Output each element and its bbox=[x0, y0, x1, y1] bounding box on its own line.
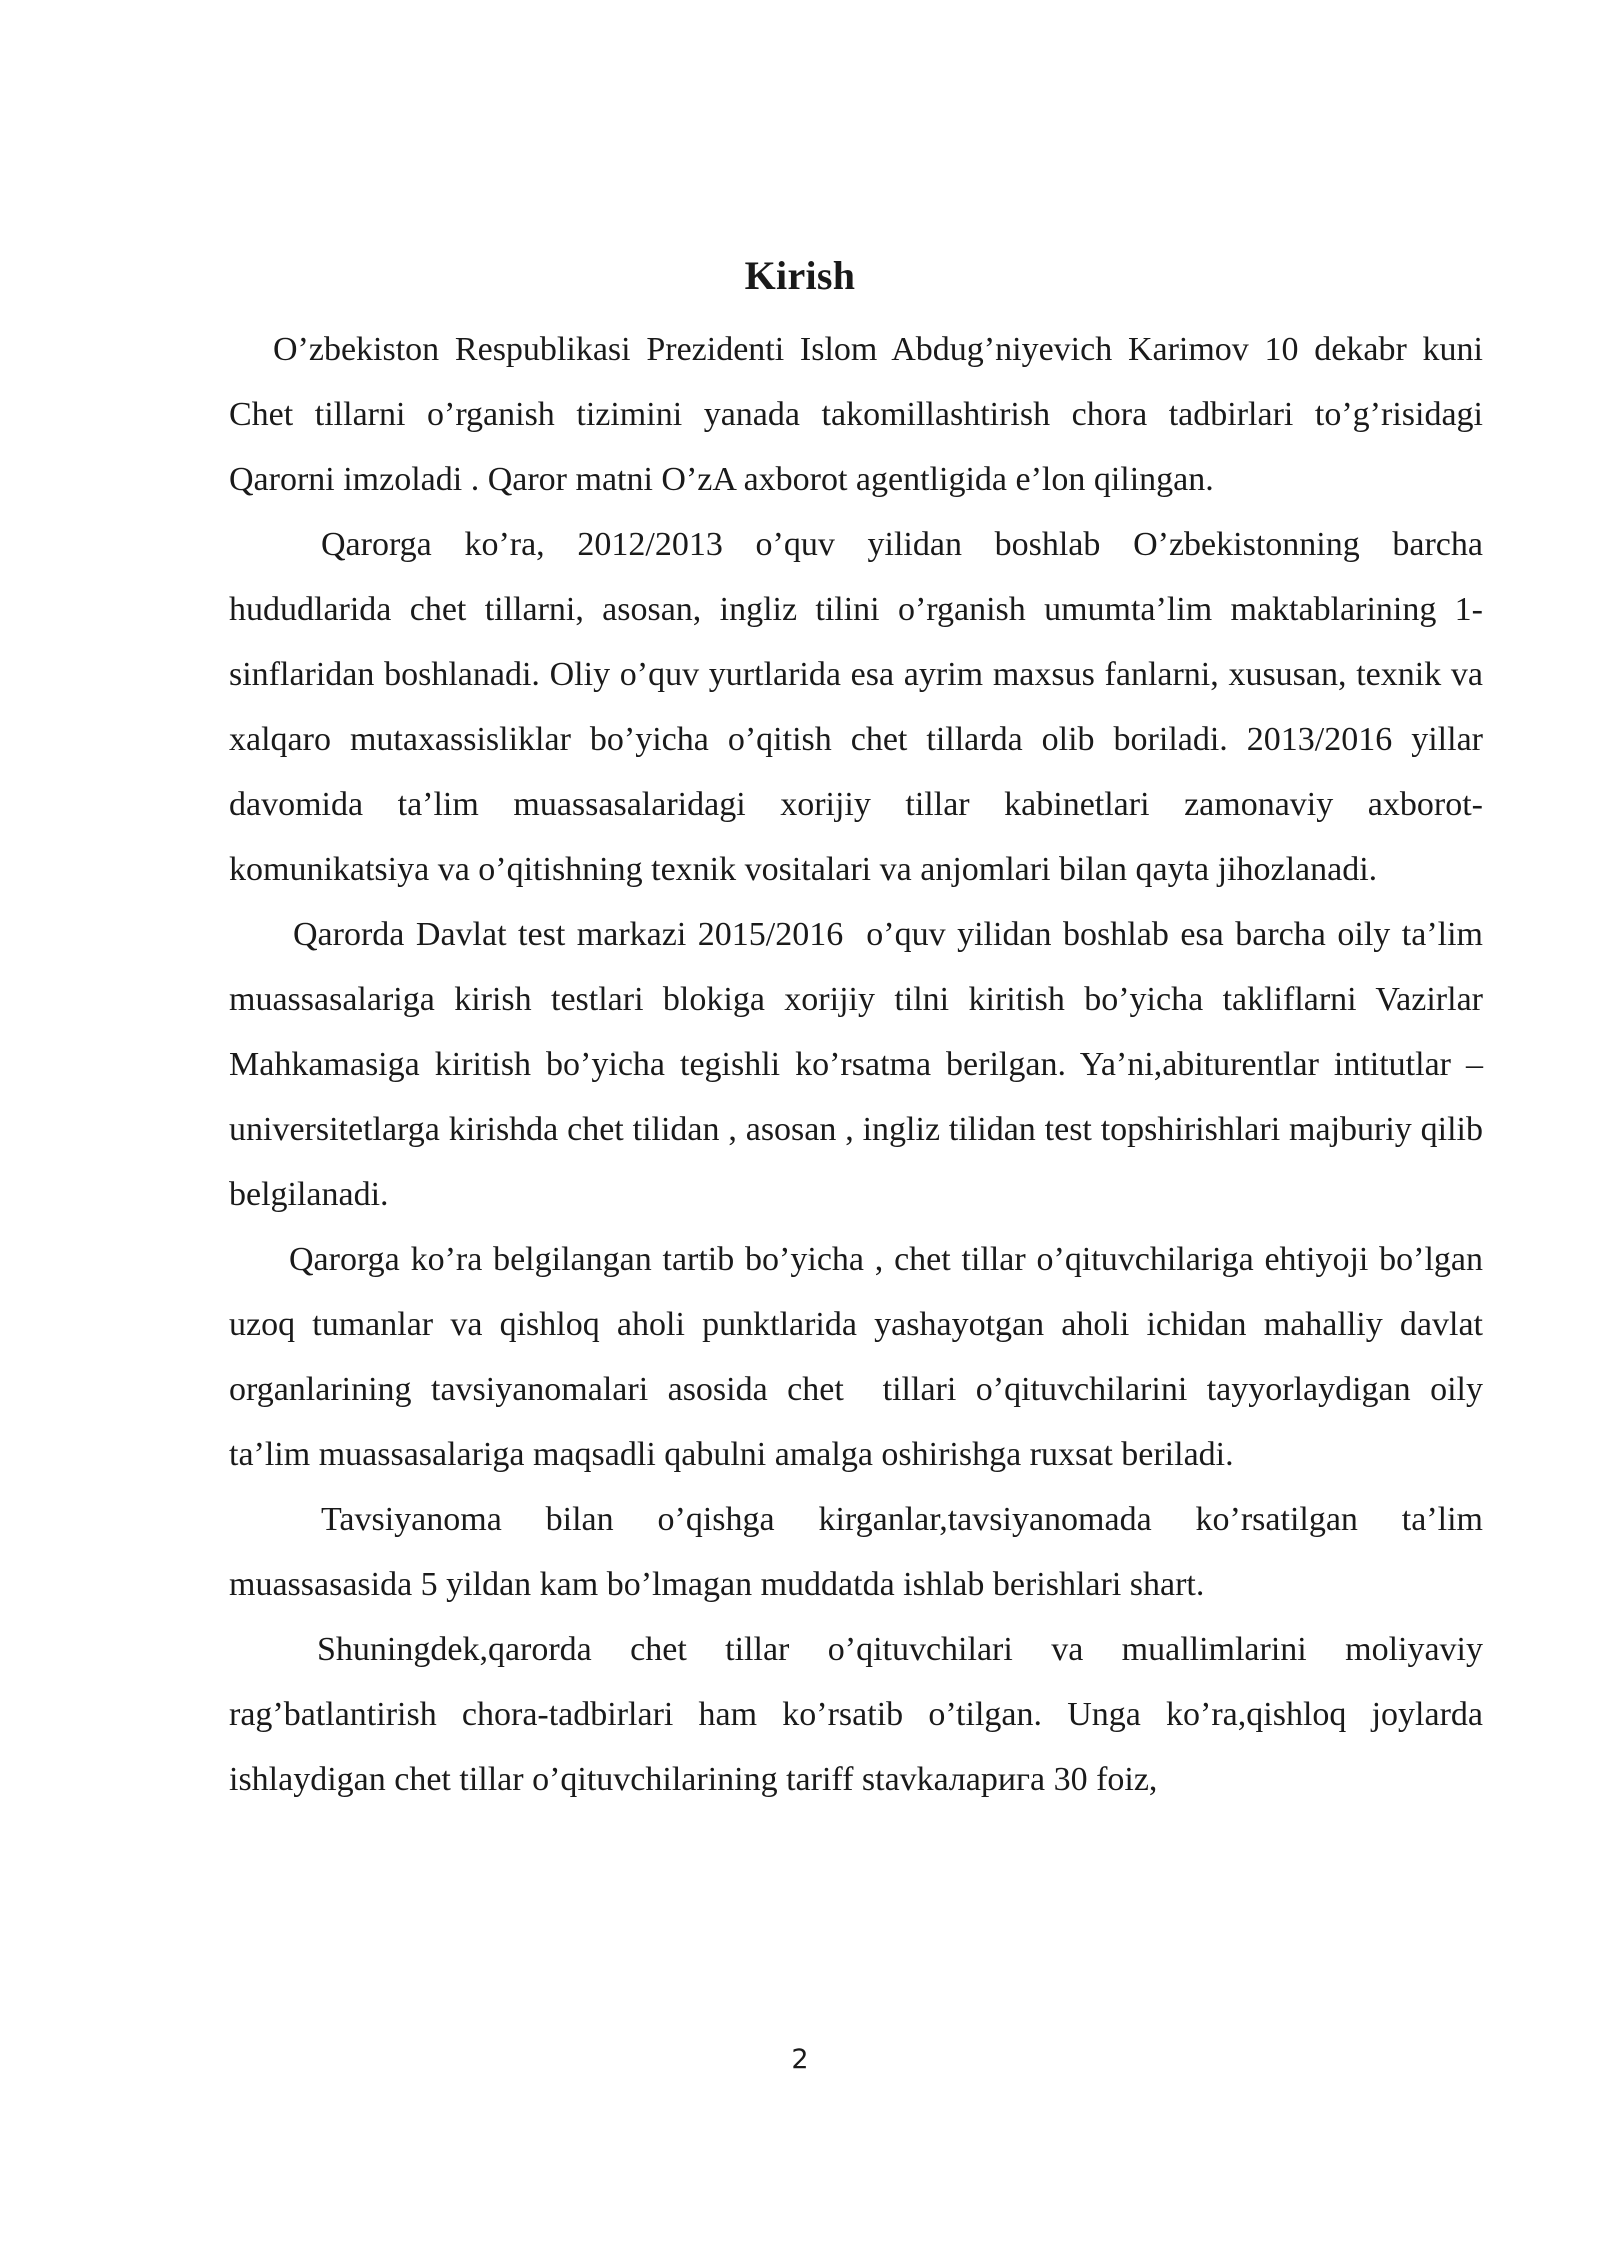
paragraph-4: Qarorga ko’ra belgilangan tartib bo’yicha , chet tillar o’qituvchilariga ehtiyoji bo’lgan uzoq tumanlar va qishloq aholi punktlarida yashayotgan aholi ichidan mahalliy davlat organlarining tavsiyanomalari asosida chet tillari o’qituvchilarini tayyorlaydigan oily ta’lim muassasalariga maqsadli qabulni amalga oshirishga ruxsat beriladi. bbox=[229, 1241, 1492, 1473]
page-number: 2 bbox=[791, 2044, 809, 2075]
paragraph-1: O’zbekiston Respublikasi Prezidenti Islom Abdug’niyevich Karimov 10 dekabr kuni Chet tillarni o’rganish tizimini yanada takomillashtirish chora tadbirlari to’g’risidagi Qarorni imzoladi . Qaror matni O’zA axborot agentligida e’lon qilingan. bbox=[229, 331, 1492, 498]
paragraph-2: Qarorga ko’ra, 2012/2013 o’quv yilidan boshlab O’zbekistonning barcha hududlarida chet tillarni, asosan, ingliz tilini o’rganish umumta’lim maktablarining 1- sinflaridan boshlanadi. Oliy o’quv yurtlarida esa ayrim maxsus fanlarni, xususan, texnik va xalqaro mutaxassisliklar bo’yicha o’qitish chet tillarda olib boriladi. 2013/2016 yillar davomida ta’lim muassasalaridagi xorijiy tillar kabinetlari zamonaviy axborot-komunikatsiya va o’qitishning texnik vositalari va anjomlari bilan qayta jihozlanadi. bbox=[229, 526, 1492, 888]
paragraph-5: Tavsiyanoma bilan o’qishga kirganlar,tavsiyanomada ko’rsatilgan ta’lim muassasasida 5 yildan kam bo’lmagan muddatda ishlab berishlari shart. bbox=[229, 1501, 1492, 1603]
paragraph-6: Shuningdek,qarorda chet tillar o’qituvchilari va muallimlarini moliyaviy rag’batlantirish chora-tadbirlari ham ko’rsatib o’tilgan. Unga ko’ra,qishloq joylarda ishlaydigan chet tillar o’qituvchilarining tariff stavkaларига 30 foiz, bbox=[229, 1631, 1492, 1798]
document-body bbox=[229, 317, 1492, 1812]
paragraph-3: Qarorda Davlat test markazi 2015/2016 o’quv yilidan boshlab esa barcha oily ta’lim muassasalariga kirish testlari blokiga xorijiy tilni kiritish bo’yicha takliflarni Vazirlar Mahkamasiga kiritish bo’yicha tegishli ko’rsatma berilgan. Ya’ni,abiturentlar intitutlar – universitetlarga kirishda chet tilidan , asosan , ingliz tilidan test topshirishlari majburiy qilib belgilanadi. bbox=[229, 916, 1492, 1213]
page-title: Kirish bbox=[744, 253, 856, 298]
